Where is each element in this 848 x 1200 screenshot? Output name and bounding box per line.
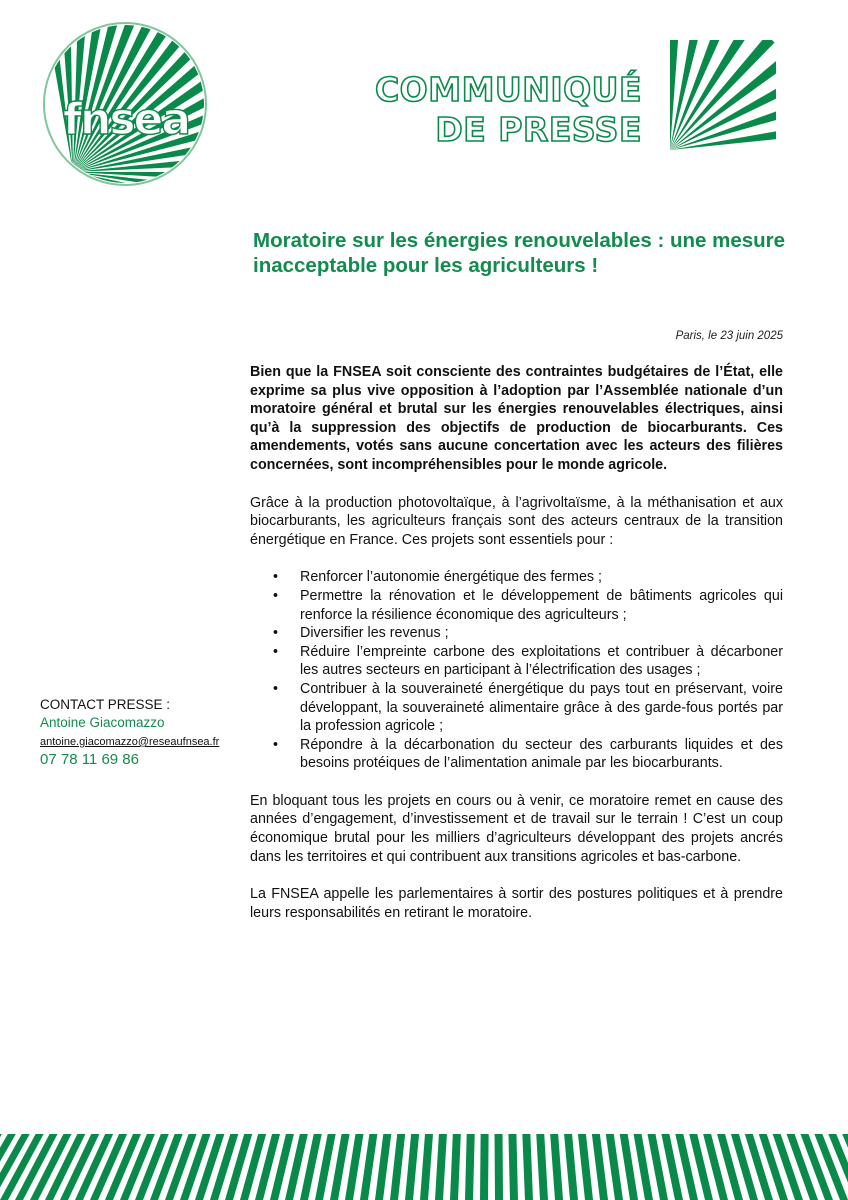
list-item-text: Contribuer à la souveraineté énergétique du pays tout en préservant, voire développant, la souveraineté alimentaire grâce à des garde-fous portés par la profession agricole ; (300, 680, 783, 735)
list-item (273, 680, 783, 736)
press-contact (40, 696, 240, 770)
footer-stripe (522, 1134, 533, 1200)
bullet-icon: • (273, 643, 279, 660)
intro-paragraph: Grâce à la production photovoltaïque, à l’agrivoltaïsme, à la méthanisation et aux biocarburants, les agriculteurs français sont des acteurs centraux de la transition énergétique en France. Ces projets sont essentiels pour : (250, 494, 783, 548)
headline: Moratoire sur les énergies renouvelables : une mesure inacceptable pour les agriculteurs ! (253, 229, 786, 277)
list-item-text: Répondre à la décarbonation du secteur des carburants liquides et des besoins protéiques de l’alimentation animale par les biocarburants. (300, 736, 783, 772)
dateline: Paris, le 23 juin 2025 (675, 330, 783, 342)
footer-stripe (564, 1134, 578, 1200)
footer-stripe (620, 1134, 638, 1200)
footer-stripe (360, 1134, 377, 1200)
body-text (250, 363, 783, 941)
footer-stripe (465, 1134, 475, 1200)
logo-wordmark: fnsea (62, 94, 190, 145)
call-to-action-paragraph: La FNSEA appelle les parlementaires à sortir des postures politiques et à prendre leurs responsabilités en retirant le moratoire. (250, 886, 783, 921)
footer-stripe (536, 1134, 548, 1200)
press-release-title-line1: COMMUNIQUÉ (374, 70, 642, 109)
footer-stripe (550, 1134, 563, 1200)
bullet-icon: • (273, 569, 279, 586)
footer-stripe (375, 1134, 391, 1200)
list-item-text: Diversifier les revenus ; (300, 625, 449, 642)
header-rays-decoration (668, 40, 778, 152)
press-release-title-line2: DE PRESSE (435, 110, 642, 149)
logo-ray (43, 172, 73, 186)
footer-stripe (390, 1134, 405, 1200)
list-item (273, 736, 783, 773)
list-item (273, 643, 783, 680)
contact-label: CONTACT PRESSE : (40, 697, 171, 712)
press-release-title (375, 70, 642, 150)
footer-stripe (578, 1134, 593, 1200)
fnsea-logo (43, 22, 207, 186)
contact-email-link[interactable]: antoine.giacomazzo@reseaufnsea.fr (40, 736, 220, 748)
contact-phone: 07 78 11 69 86 (40, 751, 139, 768)
list-item-text: Permettre la rénovation et le développement de bâtiments agricoles qui renforce la résilience économique des agriculteurs ; (300, 587, 783, 623)
list-item-text: Réduire l’empreinte carbone des exploitations et contribuer à décarboner les autres secteurs en participant à l’électrification des usages ; (300, 643, 783, 679)
footer-stripe (592, 1134, 608, 1200)
footer-stripe (480, 1134, 489, 1200)
footer-stripe (0, 1134, 2, 1200)
list-item (273, 624, 783, 643)
contact-name: Antoine Giacomazzo (40, 715, 165, 730)
list-item (273, 568, 783, 587)
lead-paragraph: Bien que la FNSEA soit consciente des contraintes budgétaires de l’État, elle exprime sa plus vive opposition à l’adoption par l’Assemblée nationale d’un moratoire général et brutal sur les énergies renouvelables électriques, ainsi qu’à la suppression des objectifs de production de biocarburants. Ces amendements, votés sans aucune concertation avec les acteurs des filières concernées, sont incompréhensibles pour le monde agricole. (250, 364, 783, 473)
footer-stripe-band (0, 1134, 848, 1200)
bullet-icon: • (273, 625, 279, 642)
impact-paragraph: En bloquant tous les projets en cours ou à venir, ce moratoire remet en cause des années d’engagement, d’investissement et de travail sur le terrain ! C’est un coup économique brutal pour les milliers d’agriculteurs développant des projets ancrés dans les territoires et qui contribuent aux transitions agricoles et bas-carbone. (250, 792, 783, 865)
logo-ray (67, 172, 81, 186)
header-ray (670, 40, 681, 150)
footer-stripe (508, 1134, 518, 1200)
list-item-text: Renforcer l’autonomie énergétique des fermes ; (300, 569, 602, 586)
footer-stripe (435, 1134, 447, 1200)
list-item (273, 587, 783, 624)
footer-stripe (405, 1134, 419, 1200)
bullet-icon: • (273, 736, 279, 753)
footer-stripe (495, 1134, 503, 1200)
bullet-icon: • (273, 587, 279, 604)
bullet-icon: • (273, 680, 279, 697)
benefits-list (250, 568, 783, 773)
footer-stripe (420, 1134, 433, 1200)
footer-stripe (606, 1134, 623, 1200)
footer-stripe (450, 1134, 461, 1200)
